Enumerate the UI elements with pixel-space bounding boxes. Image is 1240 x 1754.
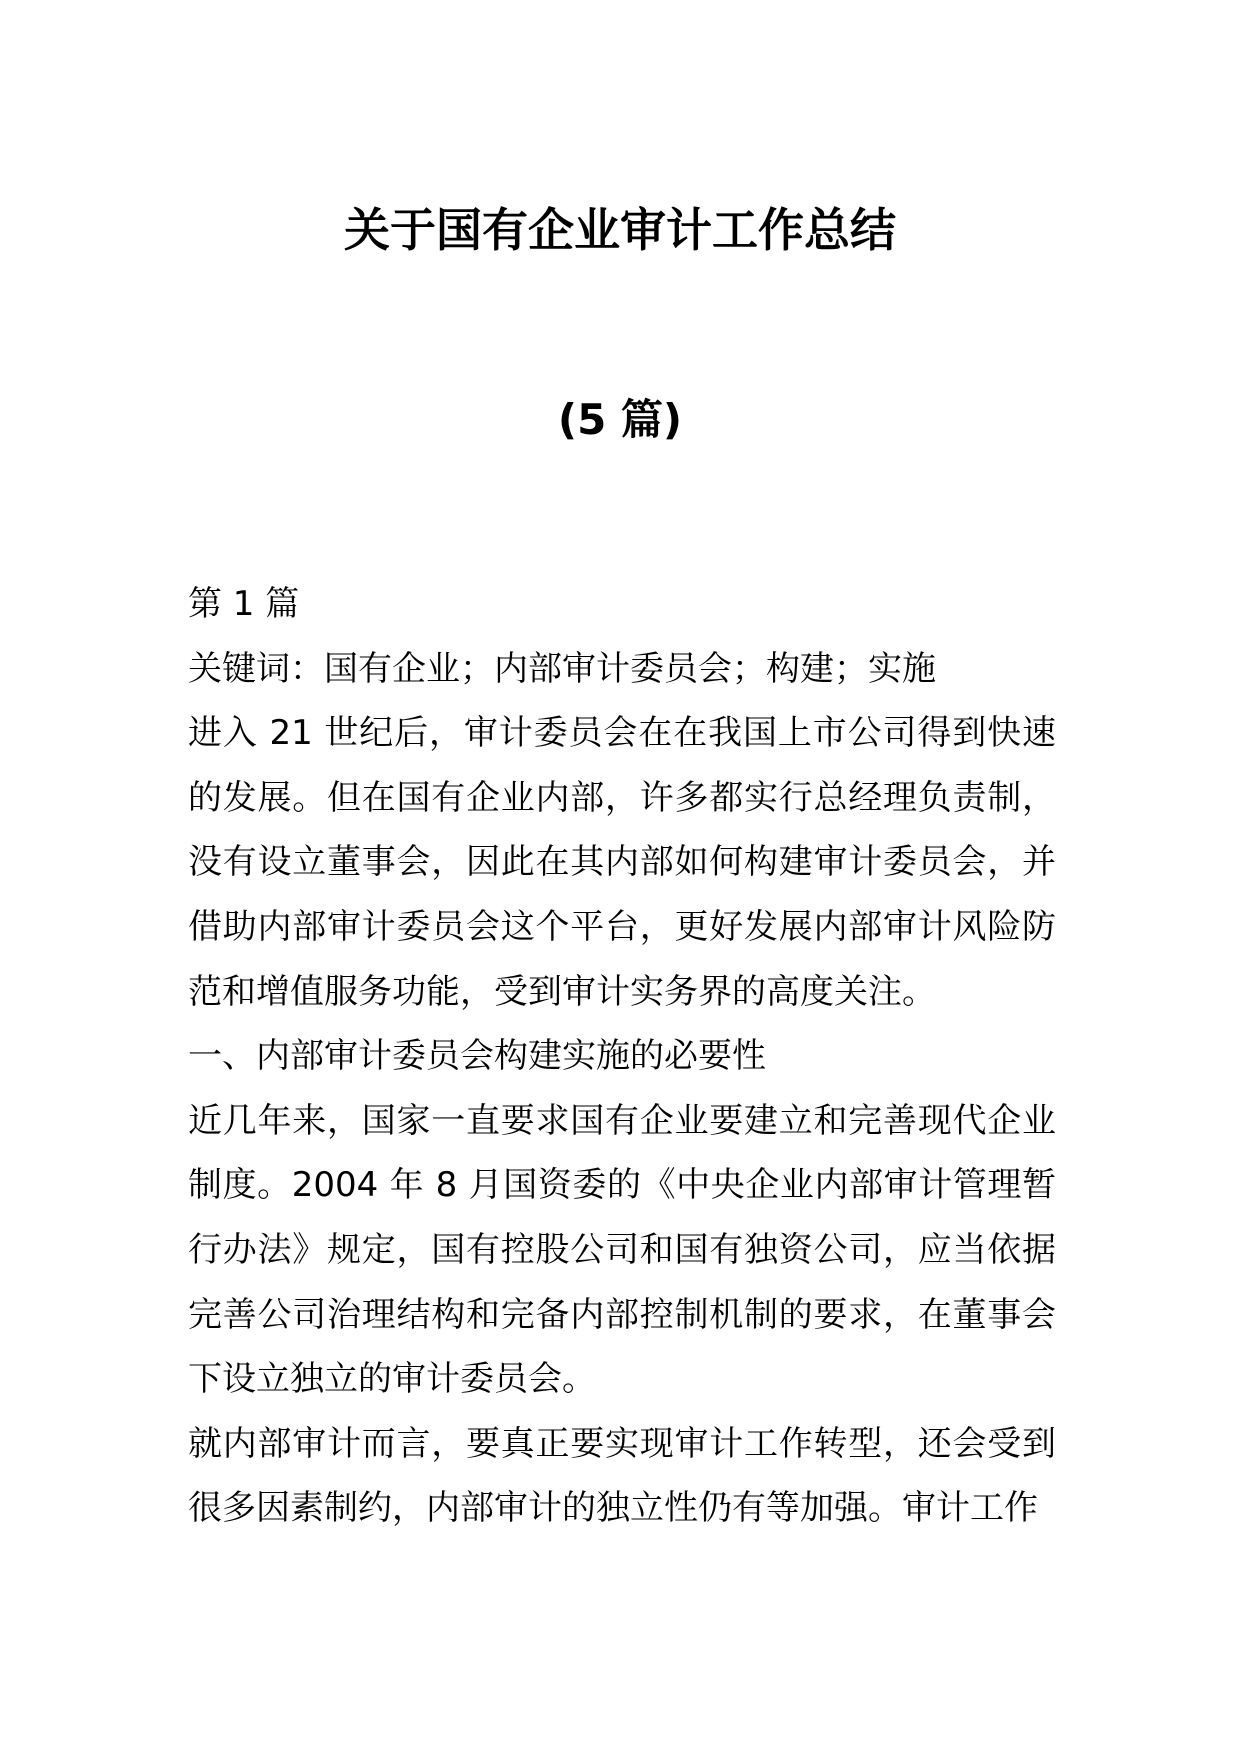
document-body — [188, 572, 1056, 1541]
chapter-label: 第 1 篇 — [188, 584, 300, 624]
section-heading: 一、内部审计委员会构建实施的必要性 — [188, 1036, 766, 1077]
body-paragraph: 进入 21 世纪后，审计委员会在在我国上市公司得到快速的发展。但在国有企业内部，许多都实行总经理负责制，没有设立董事会，因此在其内部如何构建审计委员会，并借助内部审计委员会这个平台，更好发展内部审计风险防范和增值服务功能，受到审计实务界的高度关注。 — [188, 713, 1056, 1012]
body-paragraph: 近几年来，国家一直要求国有企业要建立和完善现代企业制度。2004 年 8 月国资委的《中央企业内部审计管理暂行办法》规定，国有控股公司和国有独资公司，应当依据完善公司治理结构和完备内部控制机制的要求，在董事会下设立独立的审计委员会。 — [188, 1100, 1056, 1400]
document-subtitle: (5 篇) — [557, 395, 683, 444]
document-title: 关于国有企业审计工作总结 — [344, 203, 896, 257]
body-paragraph: 就内部审计而言，要真正要实现审计工作转型，还会受到很多因素制约，内部审计的独立性仍有等加强。审计工作 — [188, 1423, 1056, 1529]
keywords-line: 关键词：国有企业；内部审计委员会；构建；实施 — [188, 648, 936, 689]
